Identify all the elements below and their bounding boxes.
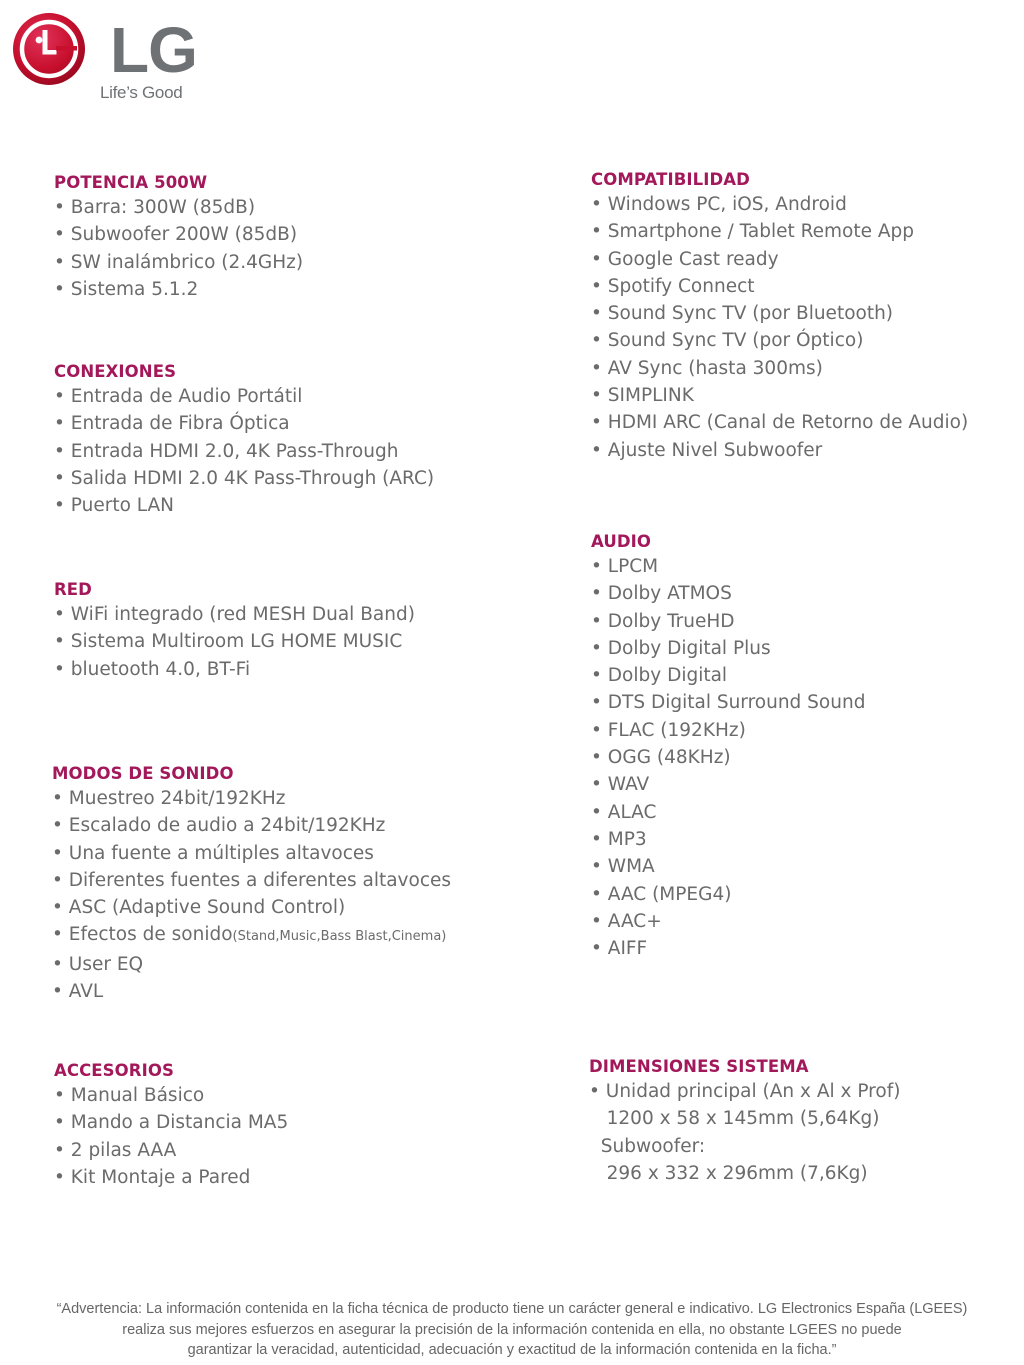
list-item: • Mando a Distancia MA5: [54, 1112, 289, 1134]
lg-logo-emblem-icon: [12, 12, 86, 86]
lg-logo: [12, 12, 202, 107]
list-item: • AAC+: [591, 910, 662, 932]
list-item: • Entrada HDMI 2.0, 4K Pass-Through: [54, 440, 399, 462]
list-item: • Sound Sync TV (por Óptico): [591, 330, 864, 352]
section-conexiones: [54, 361, 434, 519]
list-item: • SW inalámbrico (2.4GHz): [54, 251, 304, 273]
list-item: • Dolby Digital Plus: [591, 637, 771, 659]
list-item: • OGG (48KHz): [591, 747, 731, 769]
section-title: AUDIO: [591, 532, 652, 551]
section-title: RED: [54, 580, 92, 599]
list-item: • Google Cast ready: [591, 248, 779, 270]
list-item: • Windows PC, iOS, Android: [591, 194, 847, 215]
list-item: • MP3: [591, 828, 647, 850]
list-item: • FLAC (192KHz): [591, 719, 746, 741]
section-title: MODOS DE SONIDO: [52, 764, 234, 783]
list-item: • bluetooth 4.0, BT-Fi: [54, 658, 251, 680]
section-modos-de-sonido: [52, 763, 451, 1005]
section-title: POTENCIA 500W: [54, 173, 208, 192]
list-item: • Una fuente a múltiples altavoces: [52, 842, 374, 864]
list-item: • HDMI ARC (Canal de Retorno de Audio): [591, 412, 969, 434]
list-item: • Dolby Digital: [591, 665, 728, 687]
list-item: • Spotify Connect: [591, 275, 755, 297]
list-item: • 2 pilas AAA: [54, 1139, 177, 1161]
list-item: • Manual Básico: [54, 1085, 205, 1106]
list-item: • Unidad principal (An x Al x Prof): [589, 1081, 901, 1102]
list-item: • Escalado de audio a 24bit/192KHz: [52, 815, 386, 837]
list-item: • WMA: [591, 856, 655, 878]
list-item: • WiFi integrado (red MESH Dual Band): [54, 604, 415, 625]
list-item: • LPCM: [591, 556, 659, 577]
section-title: CONEXIONES: [54, 362, 177, 381]
list-item: • AVL: [52, 981, 104, 1003]
section-compatibilidad: [591, 169, 968, 464]
lg-tagline: Life’s Good: [100, 83, 183, 102]
efectos-detail: (Stand,Music,Bass Blast,Cinema): [232, 929, 447, 945]
list-item: • AV Sync (hasta 300ms): [591, 357, 823, 379]
list-item: • AAC (MPEG4): [591, 883, 732, 905]
list-item: • Sistema Multiroom LG HOME MUSIC: [54, 631, 403, 653]
list-item: • Smartphone / Tablet Remote App: [591, 221, 915, 243]
list-item: • Puerto LAN: [54, 495, 175, 517]
list-item: • WAV: [591, 774, 650, 796]
list-item: Subwoofer:: [589, 1135, 706, 1157]
lg-logo-wordmark: LG: [110, 14, 197, 86]
section-dimensiones: [589, 1056, 900, 1187]
disclaimer-line: realiza sus mejores esfuerzos en asegurar la precisión de la información contenida en ella, no obstante LGEES no puede: [122, 1321, 902, 1338]
list-item: • AIFF: [591, 938, 648, 960]
section-audio: [591, 531, 865, 962]
list-item: • DTS Digital Surround Sound: [591, 692, 866, 714]
list-item: • Muestreo 24bit/192KHz: [52, 788, 286, 809]
list-item: • Entrada de Fibra Óptica: [54, 413, 290, 435]
section-title: ACCESORIOS: [54, 1061, 174, 1080]
list-item: • Diferentes fuentes a diferentes altavoces: [52, 869, 452, 891]
list-item: • Ajuste Nivel Subwoofer: [591, 439, 823, 461]
section-title: COMPATIBILIDAD: [591, 170, 750, 189]
list-item: • Dolby TrueHD: [591, 610, 735, 632]
disclaimer: [0, 1299, 1024, 1361]
list-item: • Subwoofer 200W (85dB): [54, 224, 298, 246]
efectos-label: • Efectos de sonido: [52, 924, 233, 946]
list-item: • Dolby ATMOS: [591, 583, 732, 605]
list-item: • ASC (Adaptive Sound Control): [52, 897, 346, 919]
section-accesorios: [54, 1060, 288, 1191]
disclaimer-line: “Advertencia: La información contenida en la ficha técnica de producto tiene un carácter general e indicativo. LG Electronics España (LGEES): [56, 1301, 968, 1317]
list-item: 296 x 332 x 296mm (7,6Kg): [589, 1162, 868, 1184]
section-potencia: [54, 172, 303, 303]
list-item: • Kit Montaje a Pared: [54, 1166, 251, 1188]
list-item: • SIMPLINK: [591, 385, 694, 407]
list-item: • User EQ: [52, 953, 144, 975]
list-item: • Barra: 300W (85dB): [54, 197, 256, 218]
list-item-efectos: [52, 921, 451, 950]
list-item: • ALAC: [591, 801, 657, 823]
list-item: • Entrada de Audio Portátil: [54, 386, 303, 407]
list-item: • Sistema 5.1.2: [54, 278, 199, 300]
list-item: • Sound Sync TV (por Bluetooth): [591, 303, 894, 325]
list-item: 1200 x 58 x 145mm (5,64Kg): [589, 1108, 880, 1130]
list-item: • Salida HDMI 2.0 4K Pass-Through (ARC): [54, 467, 435, 489]
disclaimer-line: garantizar la veracidad, autenticidad, adecuación y exactitud de la información contenida en la ficha.”: [187, 1342, 837, 1358]
section-red: [54, 579, 415, 683]
section-title: DIMENSIONES SISTEMA: [589, 1057, 809, 1076]
